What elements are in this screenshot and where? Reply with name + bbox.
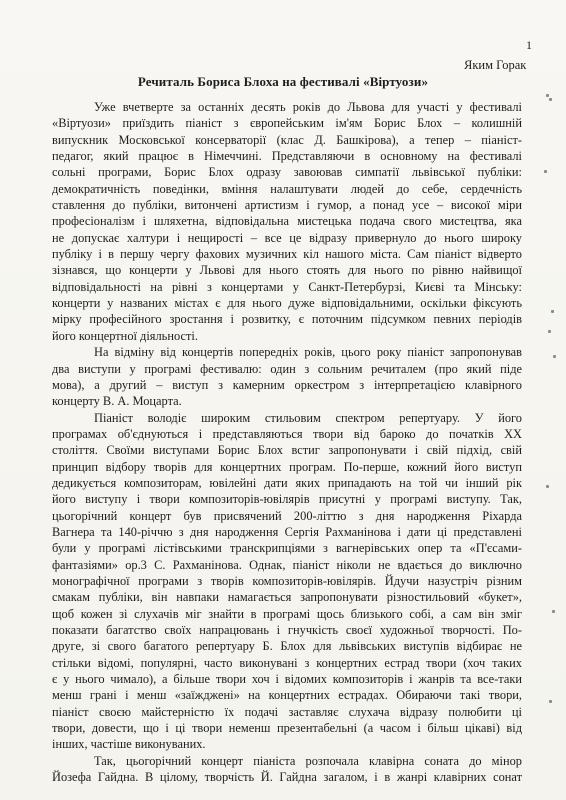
scan-speck: [549, 98, 552, 101]
text-line: не допускає халтури і нещирості – все це відразу привернуло до нього широку: [52, 230, 522, 245]
scan-margin-marks: [540, 80, 560, 740]
text-line: Піаніст володіє широким стильовим спектром репертуару. У його: [94, 410, 522, 425]
text-line: відповідальності на рівні з концертами у Санкт-Петербурзі, Києві та Мінську:: [52, 279, 522, 294]
text-line: педагог, який працює в Німеччині. Представляючи в основному на фестивалі: [52, 149, 522, 164]
text-line: ставлення до публіки, витончені артистизм і гумор, а понад усе – високої міри: [52, 198, 522, 213]
scan-speck: [552, 610, 555, 613]
text-line: фантазіями» op.3 С. Рахманінова. Однак, піаніст ніколи не вдається до виключно: [52, 557, 522, 572]
text-line: концерту В. А. Моцарта.: [52, 394, 182, 409]
scan-speck: [546, 94, 549, 97]
text-line: щоб кожен зі слухачів міг знайти в програмі щось близького собі, а сам він зміг: [52, 606, 522, 621]
text-line: є у нього чимало), а більше твори хоч і відомих композиторів і жанрів та все-таки: [52, 672, 522, 687]
text-line: «Віртуози» приїздить піаніст з європейським ім'ям Борис Блох – колишній: [52, 116, 522, 131]
text-line: принцип відбору творів для концертних програм. По-перше, кожний його виступ: [52, 459, 522, 474]
text-line: менш грані і менш «заїжджені» на концертних естрадах. Обираючи такі твори,: [52, 688, 522, 703]
author-name: Яким Горак: [464, 58, 527, 72]
scan-speck: [546, 485, 549, 488]
text-line: показати багатство своїх напрацювань і гнучкість своєї художньої творчості. По-: [52, 623, 522, 637]
text-line: демократичність поведінки, вміння налаштувати людей до себе, сердечність: [52, 181, 522, 196]
text-line: Так, цьогорічний концерт піаніста розпочала клавірна соната до мінор: [94, 753, 522, 768]
text-line: два виступи у програмі фестивалю: один з сольним речиталем (про який піде: [52, 361, 522, 376]
text-line: смакам публіки, він навпаки намагається запропонувати різностильовий «букет»,: [52, 590, 522, 605]
text-line: були у програмі лістівськими транскрипціями з вагнерівських опер та «П'єсами-: [52, 541, 522, 556]
text-line: Вагнера та 140-річчю з дня народження Сергія Рахманінова і дати ці представлені: [52, 524, 522, 539]
text-line: програмах об'єднуються і представляються твори від бароко до початків XX: [52, 426, 522, 441]
text-line: сольні програми, Борис Блох одразу завоював симпатії львівської публіки:: [52, 165, 522, 180]
text-line: його концертної діяльності.: [52, 328, 198, 343]
text-line: концерти у названих містах є для нього дуже відповідальними, оскільки фіксують: [52, 296, 522, 311]
scan-speck: [544, 170, 547, 173]
page-number: 1: [526, 38, 532, 52]
text-line: інших, частіше виконуваних.: [52, 737, 206, 752]
text-line: стільки відомі, популярні, часто виконувані з концертних естрад твори (хоч таких: [52, 655, 522, 670]
text-line: мірку професійного зростання і розвитку, є поточним підсумком певних періодів: [52, 312, 522, 327]
text-line: Уже вчетверте за останніх десять років до Львова для участі у фестивалі: [94, 100, 522, 114]
article-title: Речиталь Бориса Блоха на фестивалі «Віртуози»: [137, 74, 429, 89]
text-line: випускник Московської консерваторії (клас Д. Башкірова), а тепер – піаніст-: [52, 132, 522, 147]
scan-speck: [553, 355, 556, 358]
text-line: століття. Своїми виступами Борис Блох встиг запропонувати і свій підхід, свій: [52, 443, 522, 458]
text-line: зізнався, що концерти у Львові для нього стоять для нього по рівню найвищої: [52, 263, 522, 278]
text-line: На відміну від концертів попередніх років, цього року піаніст запропонував: [94, 345, 522, 360]
article-body: [52, 99, 522, 785]
text-line: Йозефа Гайдна. В цілому, творчість Й. Гайдна загалом, і в жанрі клавірних сонат: [52, 770, 522, 785]
scan-speck: [549, 700, 552, 703]
text-line: цьогорічний концерт був присвячений 200-літтю з дня народження Ріхарда: [52, 508, 522, 523]
text-line: піаніст своєю майстерністю їх подачі заставляє слухача відразу полюбити ці: [52, 704, 522, 719]
text-line: монографічної програми з творів композиторів-ювілярів. Йдучи назустріч різним: [52, 573, 522, 588]
scan-speck: [551, 310, 554, 313]
text-line: твори, довести, що і ці твори неменш презентабельні (а часом і більш цікаві) від: [52, 721, 522, 736]
text-line: професіоналізм і шляхетна, відповідальна мистецька подача свого мистецтва, яка: [52, 214, 522, 229]
text-line: мова), а другий – виступ з камерним оркестром з інтерпретацією клавірного: [52, 377, 522, 392]
text-line: друге, зі свого багатого репертуару Б. Блох для львівських виступів відбирає не: [52, 639, 522, 654]
text-line: публіку і в першу чергу фахових музичних кіл нашого міста. Сам піаніст відверто: [52, 247, 522, 262]
text-line: дедикується композиторам, ювілейні дати яких припадають на той чи інший рік: [52, 475, 522, 490]
text-line: його виступу і твори композиторів-ювілярів присутні у програмі виступу. Так,: [52, 492, 522, 507]
scan-speck: [548, 330, 551, 333]
